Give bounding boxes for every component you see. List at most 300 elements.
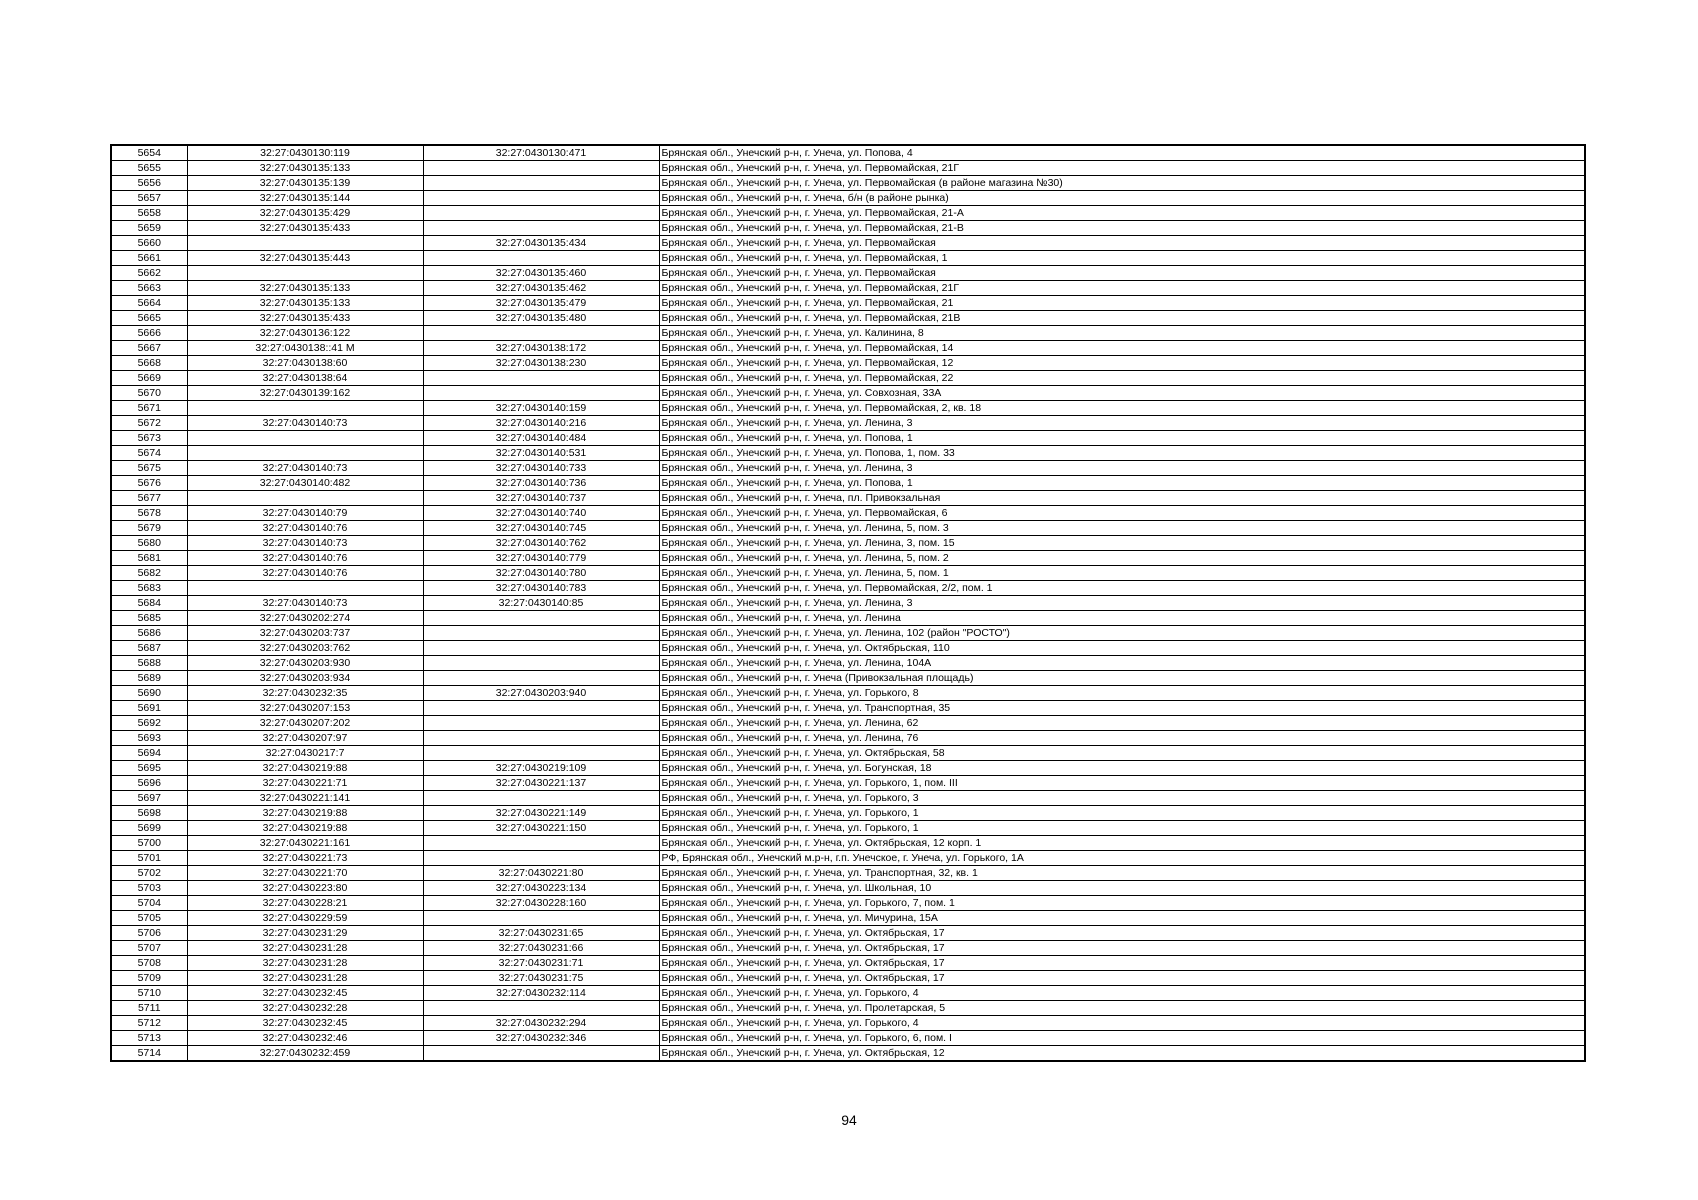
table-row xyxy=(111,731,1585,746)
cadastral-number-1: 32:27:0430135:433 xyxy=(187,221,423,236)
table-row xyxy=(111,656,1585,671)
table-row xyxy=(111,341,1585,356)
cadastral-number-2: 32:27:0430231:65 xyxy=(423,926,659,941)
table-row xyxy=(111,416,1585,431)
row-number: 5703 xyxy=(111,881,187,896)
address: Брянская обл., Унечский р-н, г. Унеча, ул. Первомайская (в районе магазина №30) xyxy=(659,176,1585,191)
cadastral-number-1: 32:27:0430135:133 xyxy=(187,281,423,296)
cadastral-number-1: 32:27:0430231:28 xyxy=(187,971,423,986)
row-number: 5692 xyxy=(111,716,187,731)
address: Брянская обл., Унечский р-н, г. Унеча, ул. Октябрьская, 12 корп. 1 xyxy=(659,836,1585,851)
cadastral-number-2: 32:27:0430232:114 xyxy=(423,986,659,1001)
row-number: 5714 xyxy=(111,1046,187,1062)
cadastral-number-2: 32:27:0430140:762 xyxy=(423,536,659,551)
table-row xyxy=(111,986,1585,1001)
cadastral-number-2 xyxy=(423,206,659,221)
cadastral-number-2: 32:27:0430140:740 xyxy=(423,506,659,521)
row-number: 5669 xyxy=(111,371,187,386)
cadastral-number-2: 32:27:0430138:172 xyxy=(423,341,659,356)
table-row xyxy=(111,911,1585,926)
row-number: 5694 xyxy=(111,746,187,761)
table-row xyxy=(111,641,1585,656)
cadastral-number-2 xyxy=(423,176,659,191)
cadastral-number-1: 32:27:0430140:482 xyxy=(187,476,423,491)
cadastral-number-1: 32:27:0430202:274 xyxy=(187,611,423,626)
row-number: 5683 xyxy=(111,581,187,596)
cadastral-number-2: 32:27:0430203:940 xyxy=(423,686,659,701)
cadastral-number-2: 32:27:0430140:783 xyxy=(423,581,659,596)
cadastral-number-1: 32:27:0430207:202 xyxy=(187,716,423,731)
row-number: 5670 xyxy=(111,386,187,401)
row-number: 5693 xyxy=(111,731,187,746)
cadastral-number-1: 32:27:0430232:28 xyxy=(187,1001,423,1016)
address: Брянская обл., Унечский р-н, г. Унеча, ул. Первомайская xyxy=(659,236,1585,251)
cadastral-number-2: 32:27:0430140:531 xyxy=(423,446,659,461)
row-number: 5665 xyxy=(111,311,187,326)
row-number: 5684 xyxy=(111,596,187,611)
cadastral-number-1: 32:27:0430140:76 xyxy=(187,551,423,566)
cadastral-number-1: 32:27:0430219:88 xyxy=(187,821,423,836)
cadastral-number-2: 32:27:0430232:294 xyxy=(423,1016,659,1031)
address: Брянская обл., Унечский р-н, г. Унеча, ул. Горького, 1 xyxy=(659,806,1585,821)
cadastral-number-1: 32:27:0430223:80 xyxy=(187,881,423,896)
cadastral-number-1: 32:27:0430140:73 xyxy=(187,461,423,476)
row-number: 5686 xyxy=(111,626,187,641)
row-number: 5676 xyxy=(111,476,187,491)
row-number: 5698 xyxy=(111,806,187,821)
cadastral-number-2: 32:27:0430140:484 xyxy=(423,431,659,446)
row-number: 5661 xyxy=(111,251,187,266)
page-number: 94 xyxy=(841,1112,857,1128)
table-row xyxy=(111,761,1585,776)
cadastral-number-2: 32:27:0430130:471 xyxy=(423,145,659,161)
cadastral-number-2 xyxy=(423,221,659,236)
cadastral-number-2 xyxy=(423,371,659,386)
cadastral-number-1: 32:27:0430232:45 xyxy=(187,986,423,1001)
cadastral-number-1: 32:27:0430232:45 xyxy=(187,1016,423,1031)
row-number: 5696 xyxy=(111,776,187,791)
table-row xyxy=(111,326,1585,341)
row-number: 5663 xyxy=(111,281,187,296)
cadastral-number-1: 32:27:0430140:76 xyxy=(187,566,423,581)
table-row xyxy=(111,476,1585,491)
row-number: 5700 xyxy=(111,836,187,851)
table-row xyxy=(111,296,1585,311)
cadastral-number-1: 32:27:0430231:29 xyxy=(187,926,423,941)
cadastral-number-1 xyxy=(187,401,423,416)
cadastral-number-2: 32:27:0430221:149 xyxy=(423,806,659,821)
row-number: 5690 xyxy=(111,686,187,701)
row-number: 5710 xyxy=(111,986,187,1001)
address: Брянская обл., Унечский р-н, г. Унеча, ул. Первомайская, 6 xyxy=(659,506,1585,521)
cadastral-number-1: 32:27:0430135:133 xyxy=(187,161,423,176)
address: Брянская обл., Унечский р-н, г. Унеча, ул. Первомайская, 21Г xyxy=(659,161,1585,176)
table-row xyxy=(111,671,1585,686)
table-row xyxy=(111,686,1585,701)
address: Брянская обл., Унечский р-н, г. Унеча, ул. Первомайская, 21-А xyxy=(659,206,1585,221)
table-row xyxy=(111,896,1585,911)
table-row xyxy=(111,221,1585,236)
row-number: 5709 xyxy=(111,971,187,986)
address: Брянская обл., Унечский р-н, г. Унеча, ул. Горького, 3 xyxy=(659,791,1585,806)
table-row xyxy=(111,596,1585,611)
cadastral-number-1: 32:27:0430135:433 xyxy=(187,311,423,326)
table-row xyxy=(111,145,1585,161)
cadastral-number-1: 32:27:0430140:76 xyxy=(187,521,423,536)
registry-table-body xyxy=(111,145,1585,1061)
cadastral-number-1: 32:27:0430135:443 xyxy=(187,251,423,266)
row-number: 5656 xyxy=(111,176,187,191)
address: Брянская обл., Унечский р-н, г. Унеча, ул. Октябрьская, 17 xyxy=(659,956,1585,971)
address: Брянская обл., Унечский р-н, г. Унеча, ул. Октябрьская, 17 xyxy=(659,926,1585,941)
table-row xyxy=(111,461,1585,476)
table-row xyxy=(111,356,1585,371)
table-row xyxy=(111,431,1585,446)
row-number: 5699 xyxy=(111,821,187,836)
cadastral-number-1: 32:27:0430135:144 xyxy=(187,191,423,206)
address: Брянская обл., Унечский р-н, г. Унеча, ул. Ленина, 76 xyxy=(659,731,1585,746)
row-number: 5673 xyxy=(111,431,187,446)
table-row xyxy=(111,506,1585,521)
table-row xyxy=(111,1016,1585,1031)
cadastral-number-2: 32:27:0430135:460 xyxy=(423,266,659,281)
row-number: 5706 xyxy=(111,926,187,941)
table-row xyxy=(111,551,1585,566)
cadastral-number-1: 32:27:0430221:71 xyxy=(187,776,423,791)
table-row xyxy=(111,701,1585,716)
table-row xyxy=(111,161,1585,176)
cadastral-number-2 xyxy=(423,746,659,761)
cadastral-number-1: 32:27:0430219:88 xyxy=(187,761,423,776)
cadastral-number-2 xyxy=(423,641,659,656)
row-number: 5681 xyxy=(111,551,187,566)
row-number: 5659 xyxy=(111,221,187,236)
cadastral-number-2: 32:27:0430228:160 xyxy=(423,896,659,911)
table-row xyxy=(111,866,1585,881)
cadastral-number-1: 32:27:0430130:119 xyxy=(187,145,423,161)
row-number: 5691 xyxy=(111,701,187,716)
cadastral-number-1: 32:27:0430221:73 xyxy=(187,851,423,866)
address: Брянская обл., Унечский р-н, г. Унеча, ул. Горького, 7, пом. 1 xyxy=(659,896,1585,911)
cadastral-number-2: 32:27:0430221:80 xyxy=(423,866,659,881)
address: Брянская обл., Унечский р-н, г. Унеча, ул. Калинина, 8 xyxy=(659,326,1585,341)
row-number: 5682 xyxy=(111,566,187,581)
table-row xyxy=(111,1046,1585,1062)
table-row xyxy=(111,941,1585,956)
address: Брянская обл., Унечский р-н, г. Унеча, ул. Первомайская, 2/2, пом. 1 xyxy=(659,581,1585,596)
row-number: 5701 xyxy=(111,851,187,866)
cadastral-number-1: 32:27:0430140:73 xyxy=(187,596,423,611)
cadastral-number-2: 32:27:0430231:71 xyxy=(423,956,659,971)
cadastral-number-2 xyxy=(423,191,659,206)
table-row xyxy=(111,176,1585,191)
row-number: 5702 xyxy=(111,866,187,881)
address: Брянская обл., Унечский р-н, г. Унеча, ул. Ленина xyxy=(659,611,1585,626)
cadastral-number-2: 32:27:0430140:745 xyxy=(423,521,659,536)
cadastral-number-2 xyxy=(423,716,659,731)
cadastral-number-1: 32:27:0430203:737 xyxy=(187,626,423,641)
address: Брянская обл., Унечский р-н, г. Унеча, ул. Октябрьская, 12 xyxy=(659,1046,1585,1062)
row-number: 5677 xyxy=(111,491,187,506)
table-row xyxy=(111,926,1585,941)
cadastral-number-2: 32:27:0430223:134 xyxy=(423,881,659,896)
cadastral-number-2: 32:27:0430140:736 xyxy=(423,476,659,491)
address: Брянская обл., Унечский р-н, г. Унеча, ул. Транспортная, 32, кв. 1 xyxy=(659,866,1585,881)
address: Брянская обл., Унечский р-н, г. Унеча, ул. Первомайская, 22 xyxy=(659,371,1585,386)
cadastral-number-2: 32:27:0430140:780 xyxy=(423,566,659,581)
table-row xyxy=(111,371,1585,386)
cadastral-number-2 xyxy=(423,326,659,341)
address: Брянская обл., Унечский р-н, г. Унеча, ул. Ленина, 104А xyxy=(659,656,1585,671)
address: Брянская обл., Унечский р-н, г. Унеча, ул. Первомайская, 12 xyxy=(659,356,1585,371)
cadastral-number-1: 32:27:0430221:141 xyxy=(187,791,423,806)
row-number: 5655 xyxy=(111,161,187,176)
table-row xyxy=(111,491,1585,506)
cadastral-number-1: 32:27:0430203:934 xyxy=(187,671,423,686)
cadastral-number-2: 32:27:0430138:230 xyxy=(423,356,659,371)
cadastral-number-2: 32:27:0430140:737 xyxy=(423,491,659,506)
address: Брянская обл., Унечский р-н, г. Унеча (Привокзальная площадь) xyxy=(659,671,1585,686)
address: Брянская обл., Унечский р-н, г. Унеча, ул. Первомайская, 21Г xyxy=(659,281,1585,296)
table-row xyxy=(111,581,1585,596)
row-number: 5674 xyxy=(111,446,187,461)
address: Брянская обл., Унечский р-н, г. Унеча, ул. Первомайская, 1 xyxy=(659,251,1585,266)
cadastral-number-2: 32:27:0430135:434 xyxy=(423,236,659,251)
cadastral-number-1: 32:27:0430138:64 xyxy=(187,371,423,386)
table-row xyxy=(111,536,1585,551)
cadastral-number-1: 32:27:0430139:162 xyxy=(187,386,423,401)
row-number: 5675 xyxy=(111,461,187,476)
address: Брянская обл., Унечский р-н, г. Унеча, ул. Горького, 4 xyxy=(659,986,1585,1001)
address: Брянская обл., Унечский р-н, г. Унеча, ул. Попова, 1 xyxy=(659,476,1585,491)
address: Брянская обл., Унечский р-н, г. Унеча, ул. Ленина, 3 xyxy=(659,461,1585,476)
table-row xyxy=(111,821,1585,836)
address: Брянская обл., Унечский р-н, г. Унеча, ул. Транспортная, 35 xyxy=(659,701,1585,716)
cadastral-number-1: 32:27:0430140:73 xyxy=(187,536,423,551)
cadastral-number-1 xyxy=(187,446,423,461)
address: Брянская обл., Унечский р-н, г. Унеча, ул. Мичурина, 15А xyxy=(659,911,1585,926)
address: Брянская обл., Унечский р-н, г. Унеча, ул. Попова, 4 xyxy=(659,145,1585,161)
table-row xyxy=(111,281,1585,296)
address: Брянская обл., Унечский р-н, г. Унеча, ул. Ленина, 5, пом. 2 xyxy=(659,551,1585,566)
cadastral-number-1 xyxy=(187,236,423,251)
row-number: 5657 xyxy=(111,191,187,206)
address: Брянская обл., Унечский р-н, г. Унеча, ул. Первомайская, 14 xyxy=(659,341,1585,356)
cadastral-number-1: 32:27:0430138::41 М xyxy=(187,341,423,356)
address: Брянская обл., Унечский р-н, г. Унеча, ул. Горького, 1 xyxy=(659,821,1585,836)
row-number: 5671 xyxy=(111,401,187,416)
cadastral-number-2 xyxy=(423,671,659,686)
address: Брянская обл., Унечский р-н, г. Унеча, ул. Первомайская, 21 xyxy=(659,296,1585,311)
cadastral-number-1: 32:27:0430229:59 xyxy=(187,911,423,926)
address: Брянская обл., Унечский р-н, г. Унеча, ул. Горького, 6, пом. I xyxy=(659,1031,1585,1046)
cadastral-number-2: 32:27:0430140:85 xyxy=(423,596,659,611)
address: Брянская обл., Унечский р-н, г. Унеча, ул. Горького, 8 xyxy=(659,686,1585,701)
cadastral-number-2 xyxy=(423,251,659,266)
address: Брянская обл., Унечский р-н, г. Унеча, ул. Пролетарская, 5 xyxy=(659,1001,1585,1016)
row-number: 5697 xyxy=(111,791,187,806)
table-row xyxy=(111,266,1585,281)
table-row xyxy=(111,806,1585,821)
cadastral-number-1: 32:27:0430135:139 xyxy=(187,176,423,191)
address: Брянская обл., Унечский р-н, г. Унеча, пл. Привокзальная xyxy=(659,491,1585,506)
cadastral-number-1: 32:27:0430140:73 xyxy=(187,416,423,431)
cadastral-number-1: 32:27:0430203:762 xyxy=(187,641,423,656)
cadastral-number-1: 32:27:0430221:70 xyxy=(187,866,423,881)
cadastral-number-2: 32:27:0430140:779 xyxy=(423,551,659,566)
cadastral-number-2 xyxy=(423,1001,659,1016)
table-row xyxy=(111,251,1585,266)
cadastral-number-2 xyxy=(423,851,659,866)
row-number: 5687 xyxy=(111,641,187,656)
address: Брянская обл., Унечский р-н, г. Унеча, ул. Попова, 1, пом. 33 xyxy=(659,446,1585,461)
row-number: 5672 xyxy=(111,416,187,431)
cadastral-number-2: 32:27:0430232:346 xyxy=(423,1031,659,1046)
row-number: 5660 xyxy=(111,236,187,251)
row-number: 5688 xyxy=(111,656,187,671)
cadastral-number-1 xyxy=(187,266,423,281)
address: Брянская обл., Унечский р-н, г. Унеча, ул. Первомайская xyxy=(659,266,1585,281)
cadastral-number-1: 32:27:0430228:21 xyxy=(187,896,423,911)
address: Брянская обл., Унечский р-н, г. Унеча, ул. Богунская, 18 xyxy=(659,761,1585,776)
table-row xyxy=(111,611,1585,626)
cadastral-number-2: 32:27:0430140:733 xyxy=(423,461,659,476)
address: Брянская обл., Унечский р-н, г. Унеча, ул. Октябрьская, 17 xyxy=(659,941,1585,956)
address: РФ, Брянская обл., Унечский м.р-н, г.п. Унечское, г. Унеча, ул. Горького, 1А xyxy=(659,851,1585,866)
registry-table xyxy=(110,144,1586,1062)
table-row xyxy=(111,446,1585,461)
row-number: 5707 xyxy=(111,941,187,956)
row-number: 5712 xyxy=(111,1016,187,1031)
address: Брянская обл., Унечский р-н, г. Унеча, ул. Школьная, 10 xyxy=(659,881,1585,896)
address: Брянская обл., Унечский р-н, г. Унеча, ул. Ленина, 62 xyxy=(659,716,1585,731)
cadastral-number-1: 32:27:0430232:35 xyxy=(187,686,423,701)
address: Брянская обл., Унечский р-н, г. Унеча, ул. Первомайская, 2, кв. 18 xyxy=(659,401,1585,416)
cadastral-number-2: 32:27:0430135:462 xyxy=(423,281,659,296)
table-row xyxy=(111,881,1585,896)
cadastral-number-1: 32:27:0430217:7 xyxy=(187,746,423,761)
cadastral-number-1: 32:27:0430232:459 xyxy=(187,1046,423,1062)
cadastral-number-1: 32:27:0430135:133 xyxy=(187,296,423,311)
row-number: 5664 xyxy=(111,296,187,311)
row-number: 5713 xyxy=(111,1031,187,1046)
address: Брянская обл., Унечский р-н, г. Унеча, ул. Попова, 1 xyxy=(659,431,1585,446)
cadastral-number-1: 32:27:0430136:122 xyxy=(187,326,423,341)
address: Брянская обл., Унечский р-н, г. Унеча, ул. Первомайская, 21В xyxy=(659,311,1585,326)
address: Брянская обл., Унечский р-н, г. Унеча, ул. Ленина, 5, пом. 1 xyxy=(659,566,1585,581)
row-number: 5668 xyxy=(111,356,187,371)
table-row xyxy=(111,836,1585,851)
cadastral-number-2: 32:27:0430231:75 xyxy=(423,971,659,986)
table-row xyxy=(111,746,1585,761)
row-number: 5708 xyxy=(111,956,187,971)
row-number: 5662 xyxy=(111,266,187,281)
cadastral-number-1: 32:27:0430231:28 xyxy=(187,941,423,956)
table-row xyxy=(111,791,1585,806)
cadastral-number-2: 32:27:0430135:479 xyxy=(423,296,659,311)
row-number: 5666 xyxy=(111,326,187,341)
table-row xyxy=(111,1031,1585,1046)
row-number: 5680 xyxy=(111,536,187,551)
table-row xyxy=(111,716,1585,731)
row-number: 5685 xyxy=(111,611,187,626)
row-number: 5679 xyxy=(111,521,187,536)
table-row xyxy=(111,521,1585,536)
row-number: 5654 xyxy=(111,145,187,161)
cadastral-number-2: 32:27:0430221:150 xyxy=(423,821,659,836)
cadastral-number-2 xyxy=(423,611,659,626)
address: Брянская обл., Унечский р-н, г. Унеча, ул. Ленина, 3 xyxy=(659,416,1585,431)
cadastral-number-1: 32:27:0430221:161 xyxy=(187,836,423,851)
cadastral-number-2: 32:27:0430140:216 xyxy=(423,416,659,431)
cadastral-number-2 xyxy=(423,656,659,671)
cadastral-number-1: 32:27:0430232:46 xyxy=(187,1031,423,1046)
row-number: 5695 xyxy=(111,761,187,776)
cadastral-number-2 xyxy=(423,911,659,926)
cadastral-number-1: 32:27:0430203:930 xyxy=(187,656,423,671)
cadastral-number-2 xyxy=(423,1046,659,1062)
cadastral-number-2: 32:27:0430219:109 xyxy=(423,761,659,776)
address: Брянская обл., Унечский р-н, г. Унеча, ул. Октябрьская, 17 xyxy=(659,971,1585,986)
row-number: 5667 xyxy=(111,341,187,356)
address: Брянская обл., Унечский р-н, г. Унеча, ул. Октябрьская, 58 xyxy=(659,746,1585,761)
table-row xyxy=(111,401,1585,416)
address: Брянская обл., Унечский р-н, г. Унеча, ул. Горького, 1, пом. III xyxy=(659,776,1585,791)
address: Брянская обл., Унечский р-н, г. Унеча, ул. Ленина, 5, пом. 3 xyxy=(659,521,1585,536)
row-number: 5678 xyxy=(111,506,187,521)
cadastral-number-1: 32:27:0430207:97 xyxy=(187,731,423,746)
table-row xyxy=(111,311,1585,326)
address: Брянская обл., Унечский р-н, г. Унеча, б/н (в районе рынка) xyxy=(659,191,1585,206)
cadastral-number-2: 32:27:0430221:137 xyxy=(423,776,659,791)
cadastral-number-1: 32:27:0430135:429 xyxy=(187,206,423,221)
cadastral-number-1 xyxy=(187,431,423,446)
cadastral-number-2: 32:27:0430135:480 xyxy=(423,311,659,326)
row-number: 5705 xyxy=(111,911,187,926)
cadastral-number-2: 32:27:0430140:159 xyxy=(423,401,659,416)
row-number: 5658 xyxy=(111,206,187,221)
cadastral-number-1 xyxy=(187,581,423,596)
address: Брянская обл., Унечский р-н, г. Унеча, ул. Октябрьская, 110 xyxy=(659,641,1585,656)
cadastral-number-2 xyxy=(423,626,659,641)
cadastral-number-1: 32:27:0430138:60 xyxy=(187,356,423,371)
address: Брянская обл., Унечский р-н, г. Унеча, ул. Ленина, 3 xyxy=(659,596,1585,611)
table-row xyxy=(111,191,1585,206)
cadastral-number-2: 32:27:0430231:66 xyxy=(423,941,659,956)
row-number: 5711 xyxy=(111,1001,187,1016)
row-number: 5689 xyxy=(111,671,187,686)
table-row xyxy=(111,971,1585,986)
cadastral-number-1: 32:27:0430231:28 xyxy=(187,956,423,971)
table-row xyxy=(111,626,1585,641)
cadastral-number-1: 32:27:0430140:79 xyxy=(187,506,423,521)
table-row xyxy=(111,236,1585,251)
table-row xyxy=(111,386,1585,401)
address: Брянская обл., Унечский р-н, г. Унеча, ул. Первомайская, 21-В xyxy=(659,221,1585,236)
table-row xyxy=(111,1001,1585,1016)
row-number: 5704 xyxy=(111,896,187,911)
cadastral-number-2 xyxy=(423,386,659,401)
address: Брянская обл., Унечский р-н, г. Унеча, ул. Совхозная, 33А xyxy=(659,386,1585,401)
cadastral-number-1: 32:27:0430219:88 xyxy=(187,806,423,821)
cadastral-number-2 xyxy=(423,701,659,716)
address: Брянская обл., Унечский р-н, г. Унеча, ул. Ленина, 3, пом. 15 xyxy=(659,536,1585,551)
table-row xyxy=(111,206,1585,221)
cadastral-number-1 xyxy=(187,491,423,506)
cadastral-number-1: 32:27:0430207:153 xyxy=(187,701,423,716)
cadastral-number-2 xyxy=(423,836,659,851)
cadastral-number-2 xyxy=(423,791,659,806)
